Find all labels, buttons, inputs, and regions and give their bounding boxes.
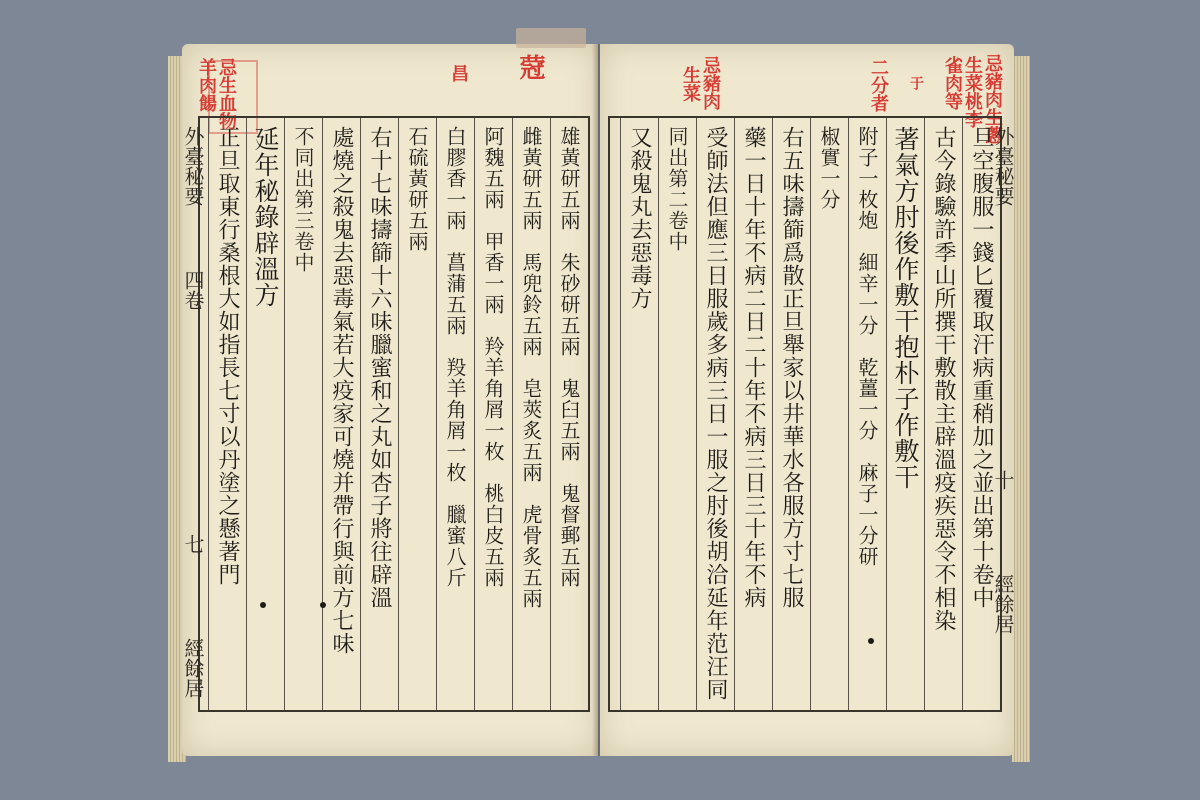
page-marker: 十 — [991, 470, 1015, 490]
publisher-mark: 經餘居 — [991, 574, 1015, 634]
red-note: 羊肉餳 — [196, 58, 217, 112]
text-column: 石硫黃研五兩 — [398, 118, 436, 710]
text-column: 延年秘錄辟溫方 — [246, 118, 284, 710]
right-page — [600, 44, 1014, 756]
text-column: 不同出第三卷中 — [284, 118, 322, 710]
red-note: 生菜 — [680, 66, 701, 102]
punctuation-dot — [868, 638, 874, 644]
red-note: 二分者 — [868, 58, 889, 112]
text-column: 雌黃研五兩 馬兜鈴五兩 皂莢炙五兩 虎骨炙五兩 — [512, 118, 550, 710]
punctuation-dot — [320, 602, 326, 608]
text-column: 白膠香一兩 菖蒲五兩 羖羊角屑一枚 臘蜜八斤 — [436, 118, 474, 710]
text-column: 又殺鬼丸去惡毒方 — [620, 118, 658, 710]
text-column: 旦空腹服一錢匕覆取汗病重稍加之並出第十卷中 — [962, 118, 1000, 710]
text-column: 右十七味擣篩十六味臘蜜和之丸如杏子將往辟溫 — [360, 118, 398, 710]
page-number: 七 — [181, 534, 205, 554]
book-title: 外臺秘要 — [991, 126, 1015, 206]
left-text-frame — [198, 116, 590, 712]
punctuation-dot — [260, 602, 266, 608]
publisher-mark: 經餘居 — [181, 638, 205, 698]
text-column: 椒實一分 — [810, 118, 848, 710]
red-note: 忌生血物 — [216, 58, 237, 130]
text-column: 雄黃研五兩 朱砂研五兩 鬼臼五兩 鬼督郵五兩 — [550, 118, 588, 710]
red-note: 生菜桃李 — [962, 56, 983, 128]
text-column: 正旦取東行桑根大如指長七寸以丹塗之懸著門 — [208, 118, 246, 710]
text-column: 藥一日十年不病二日二十年不病三日三十年不病 — [734, 118, 772, 710]
text-column: 受師法但應三日服歲多病三日一服之肘後胡洽延年范汪同 — [696, 118, 734, 710]
juan-tag: 四卷 — [181, 270, 205, 310]
red-note: 雀肉等 — [942, 56, 963, 110]
right-text-frame — [608, 116, 1002, 712]
red-note: 忌豬肉 — [700, 56, 721, 110]
red-note: 昌 — [448, 64, 469, 82]
red-note: 忌豬肉生蔥 — [982, 54, 1003, 144]
paper-label-tab — [516, 28, 586, 48]
text-column: 附子一枚炮 細辛一分 乾薑一分 麻子一分研 — [848, 118, 886, 710]
text-column: 右五味擣篩爲散正旦舉家以井華水各服方寸七服 — [772, 118, 810, 710]
open-book — [168, 36, 1030, 762]
left-page — [182, 44, 598, 756]
right-margin-bar — [988, 116, 1018, 708]
left-margin-bar — [178, 116, 208, 708]
book-title: 外臺秘要 — [181, 126, 205, 206]
text-column: 阿魏五兩 甲香一兩 羚羊角屑一枚 桃白皮五兩 — [474, 118, 512, 710]
text-column: 處燒之殺鬼去惡毒氣若大疫家可燒并帶行與前方七味 — [322, 118, 360, 710]
red-note: 蒄 — [515, 54, 545, 80]
red-note: 于 — [908, 76, 924, 90]
text-column: 古今錄驗許季山所撰干敷散主辟溫疫疾惡令不相染 — [924, 118, 962, 710]
text-column: 著氣方肘後作敷干抱朴子作敷干 — [886, 118, 924, 710]
text-column: 同出第二卷中 — [658, 118, 696, 710]
